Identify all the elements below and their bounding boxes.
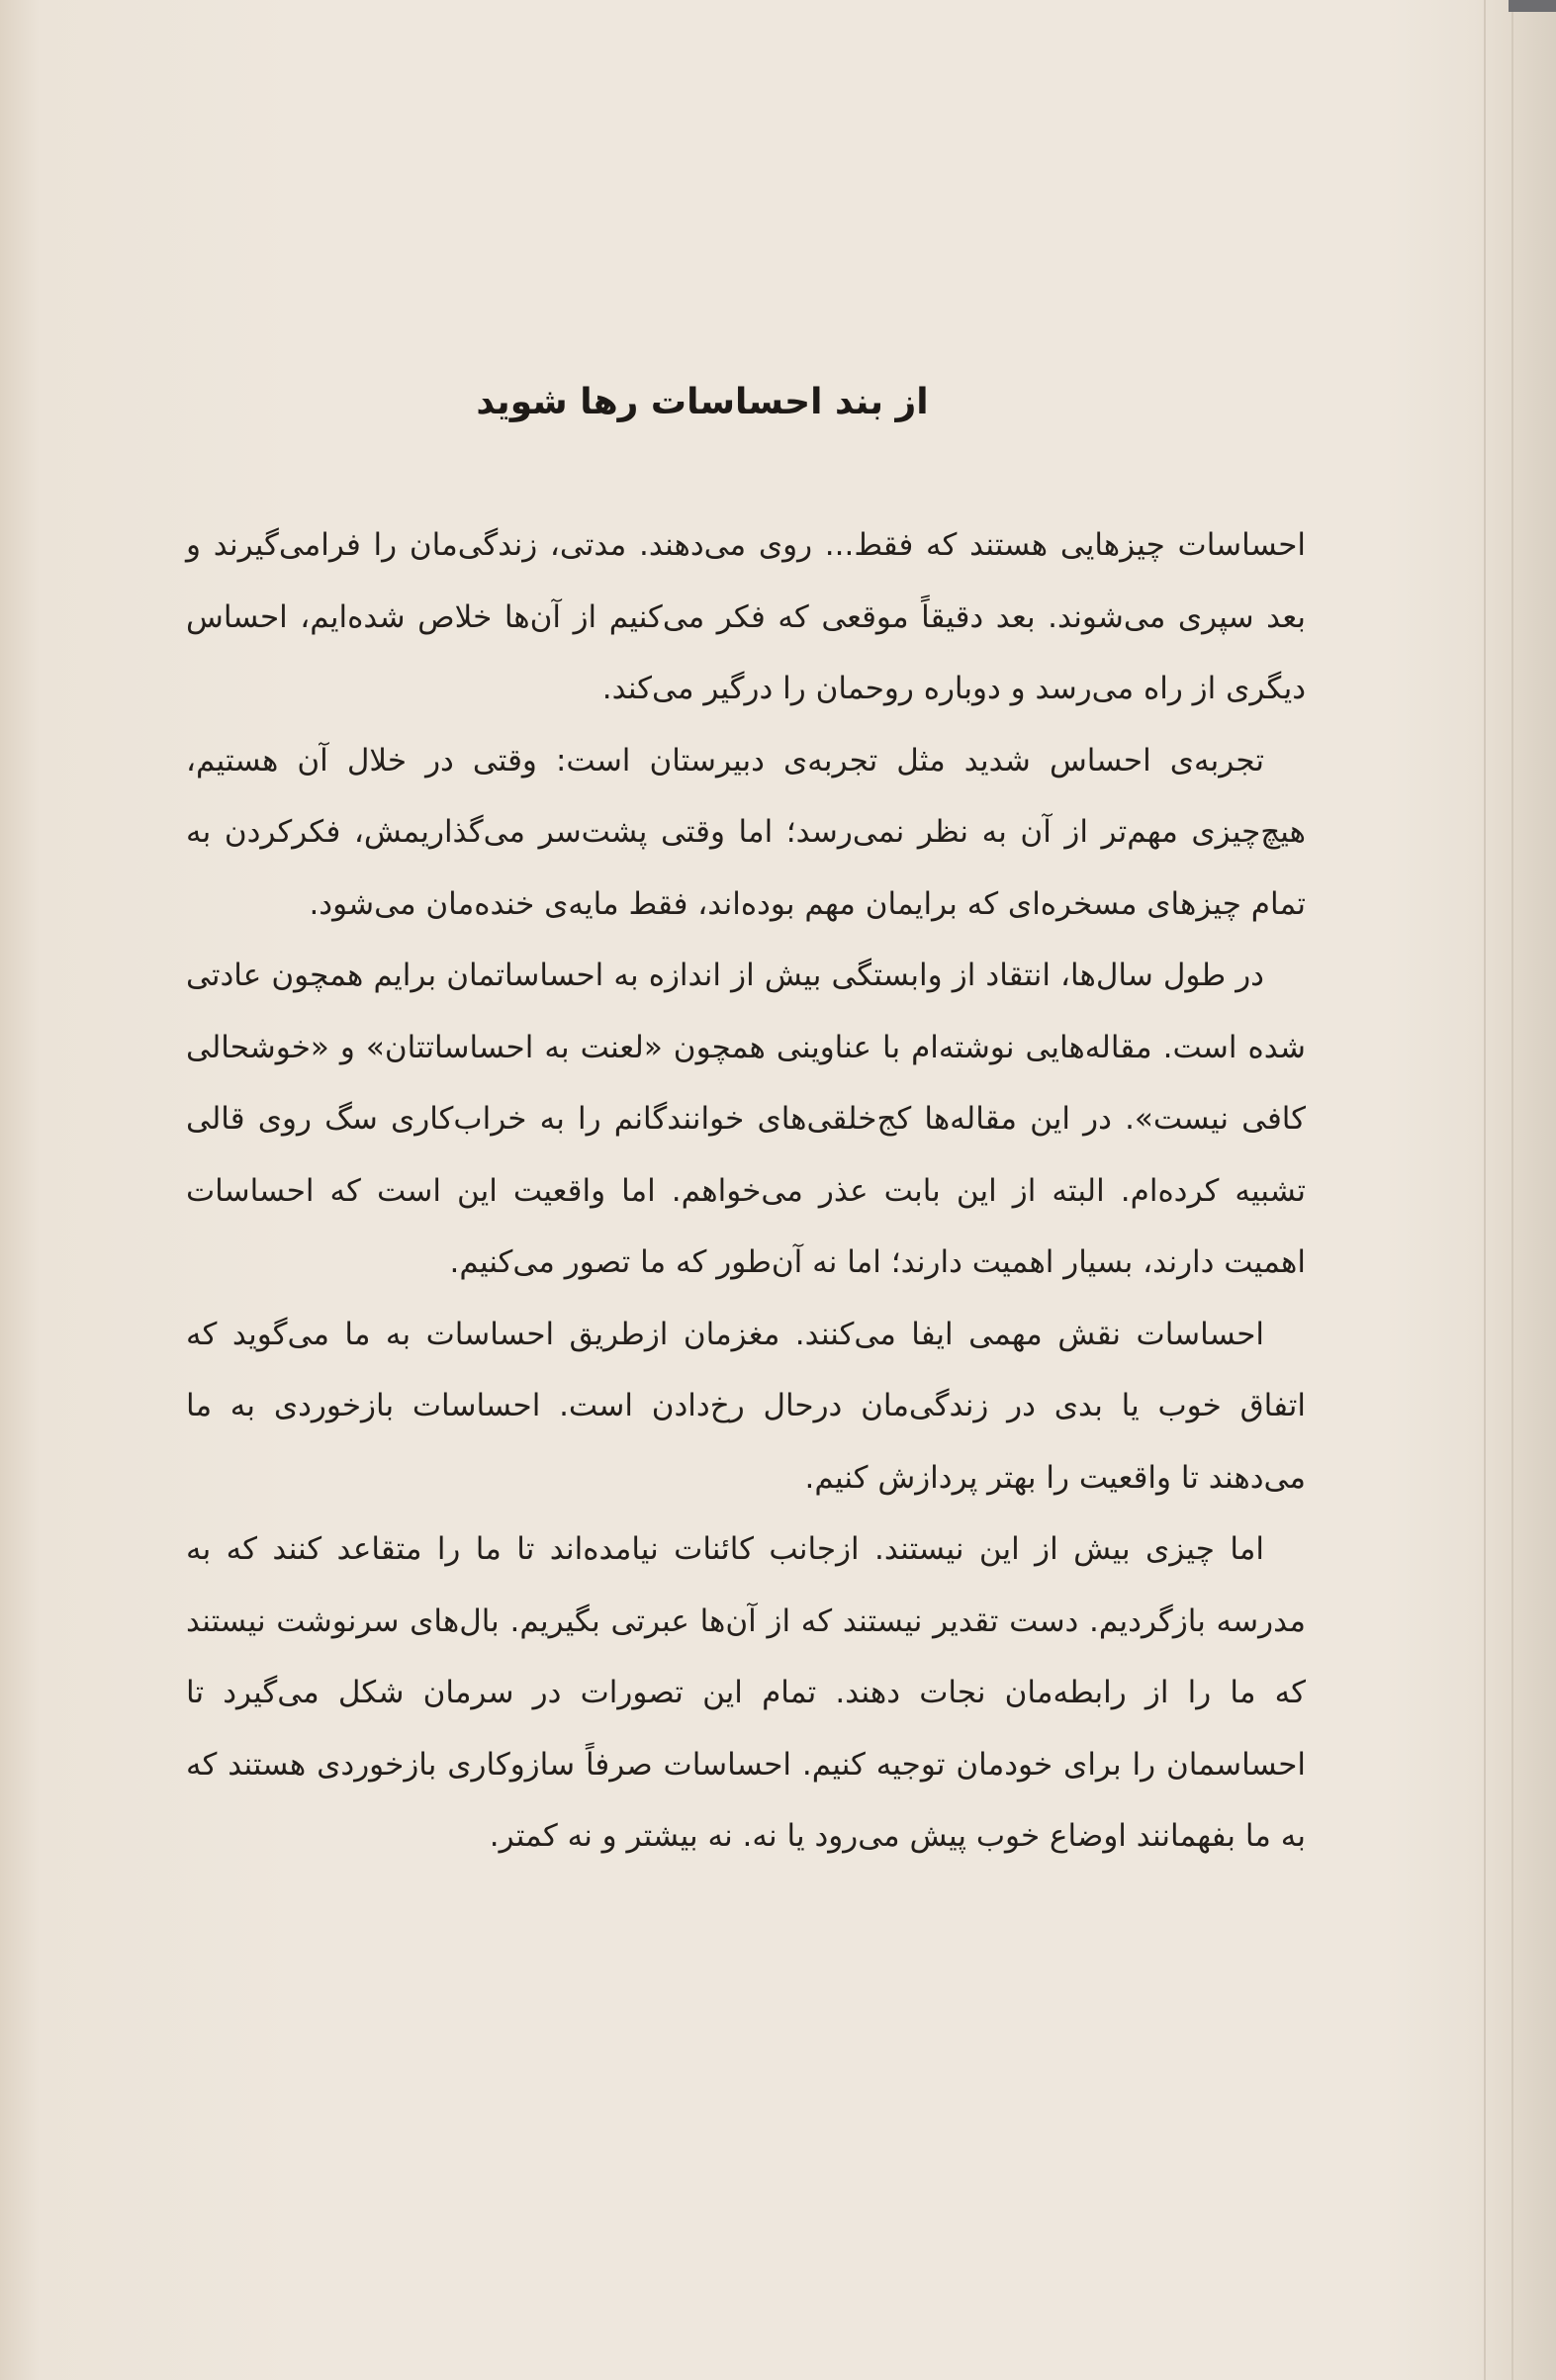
- paragraph: احساسات نقش مهمی ایفا می‌کنند. مغزمان ازطریق احساسات به ما می‌گوید که اتفاق خوب یا بدی در زندگی‌مان درحال رخ‌دادن است. احساسات بازخوردی به ما می‌دهند تا واقعیت را بهتر پردازش کنیم.: [186, 1316, 1306, 1496]
- paragraph: در طول سال‌ها، انتقاد از وابستگی بیش از اندازه به احساساتمان برایم همچون عادتی شده است. مقاله‌هایی نوشته‌ام با عناوینی همچون «لعنت به احساساتتان» و «خوشحالی کافی نیست». در این مقاله‌ها کج‌خلقی‌های خوانندگانم را به خراب‌کاری سگ روی قالی تشبیه کرده‌ام. البته از این بابت عذر می‌خواهم. اما واقعیت این است که احساسات اهمیت دارند، بسیار اهمیت دارند؛ اما نه آن‌طور که ما تصور می‌کنیم.: [186, 958, 1306, 1280]
- page-edge-line: [1511, 0, 1513, 2380]
- body-text: [186, 509, 1306, 1873]
- background-strip: [1509, 0, 1556, 12]
- paragraph: احساسات چیزهایی هستند که فقط... روی می‌دهند. مدتی، زندگی‌مان را فرامی‌گیرند و بعد سپری می‌شوند. بعد دقیقاً موقعی که فکر می‌کنیم از آن‌ها خلاص شده‌ایم، احساس دیگری از راه می‌رسد و دوباره روحمان را درگیر می‌کند.: [186, 527, 1306, 706]
- paragraph: تجربه‌ی احساس شدید مثل تجربه‌ی دبیرستان است: وقتی در خلال آن هستیم، هیچ‌چیزی مهم‌تر از آن به نظر نمی‌رسد؛ اما وقتی پشت‌سر می‌گذاریمش، فکرکردن به تمام چیزهای مسخره‌ای که برایمان مهم بوده‌اند، فقط مایه‌ی خنده‌مان می‌شود.: [186, 742, 1306, 922]
- paragraph: اما چیزی بیش از این نیستند. ازجانب کائنات نیامده‌اند تا ما را متقاعد کنند که به مدرسه بازگردیم. دست تقدیر نیستند که از آن‌ها عبرتی بگیریم. بال‌های سرنوشت نیستند که ما را از رابطه‌مان نجات دهند. تمام این تصورات در سرمان شکل می‌گیرد تا احساسمان را برای خودمان توجیه کنیم. احساسات صرفاً سازوکاری بازخوردی هستند که به ما بفهمانند اوضاع خوب پیش می‌رود یا نه. نه بیشتر و نه کمتر.: [186, 1531, 1306, 1854]
- page-edge-line: [1484, 0, 1486, 2380]
- chapter-heading: از بند احساسات رها شوید: [476, 382, 929, 422]
